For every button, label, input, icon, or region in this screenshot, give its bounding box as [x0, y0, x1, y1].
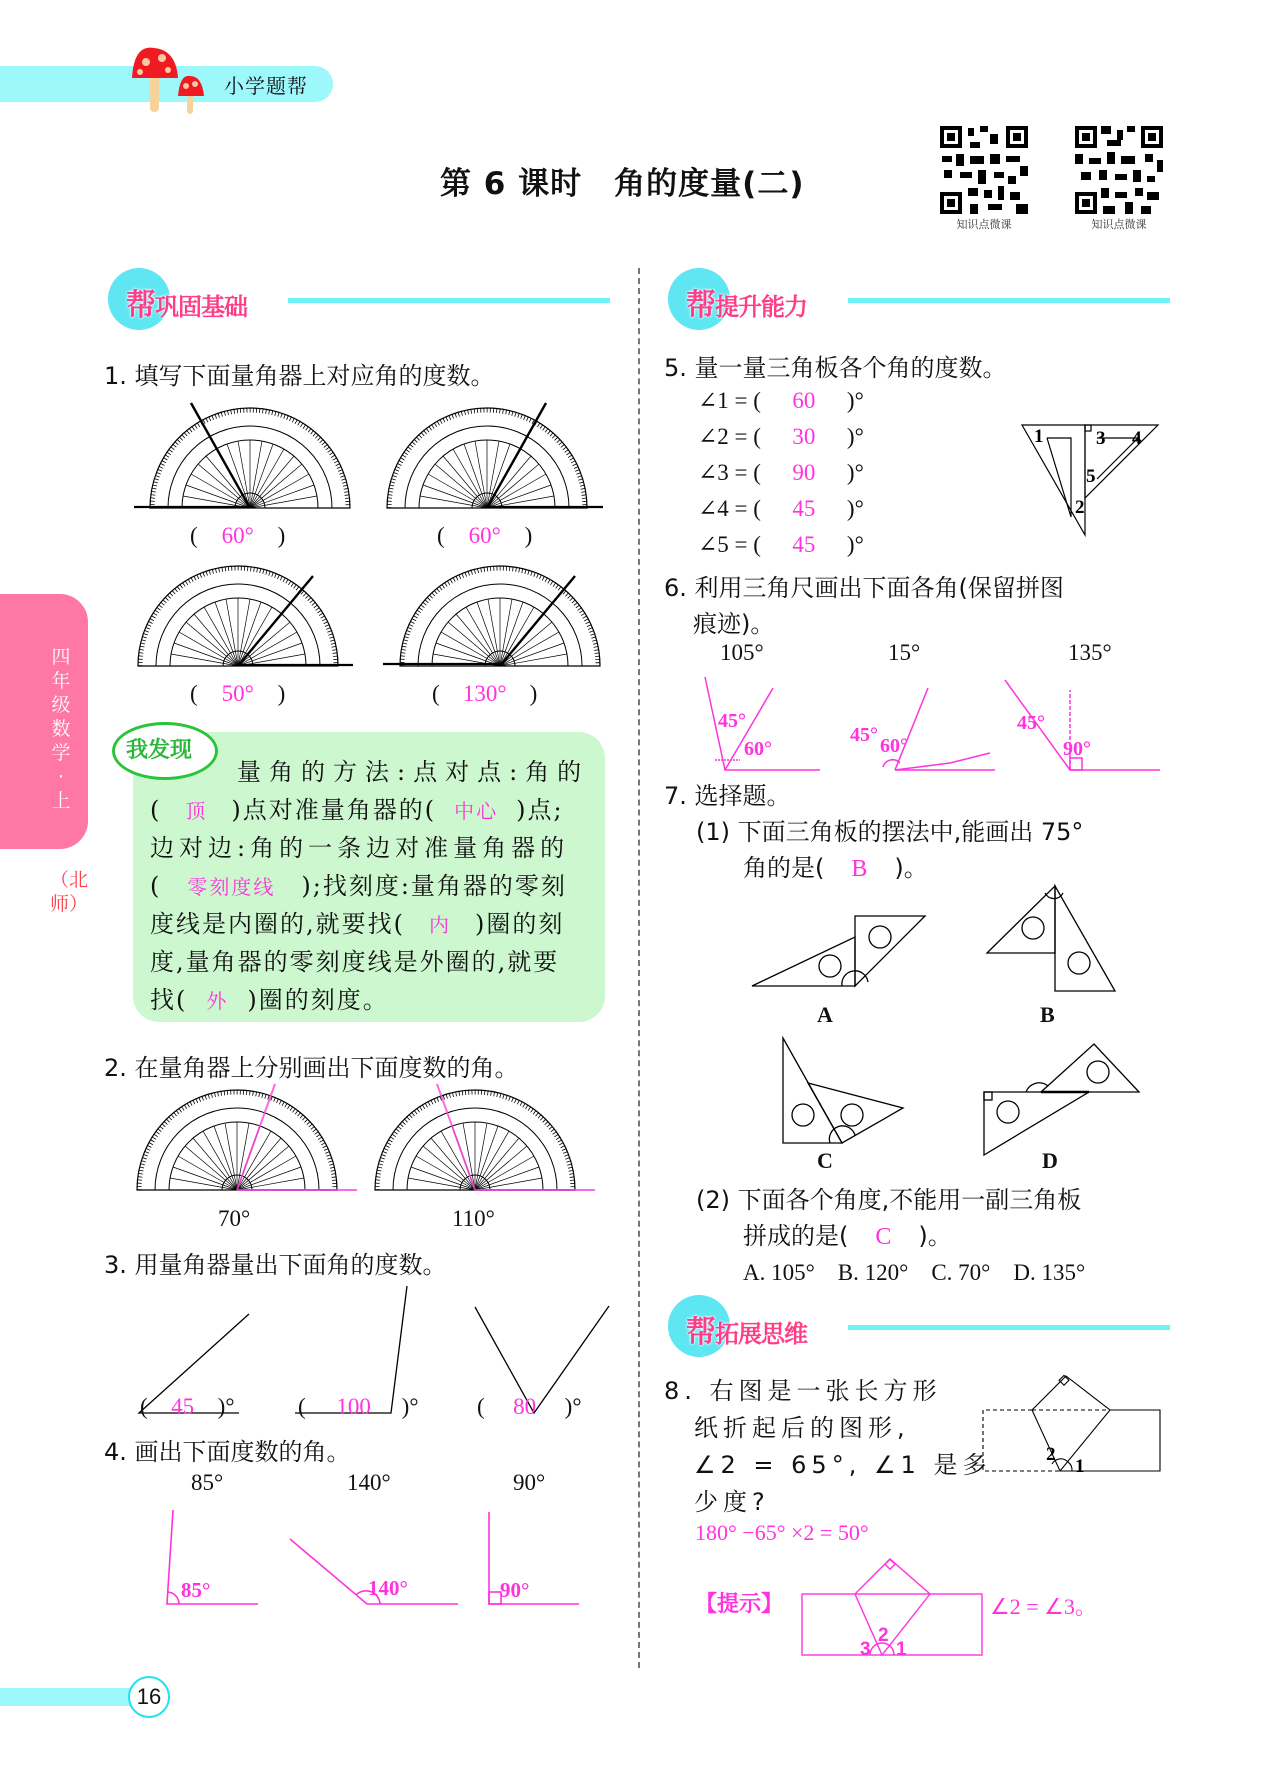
q1-answer-slot[interactable]: ( 50° )	[190, 681, 286, 706]
footer-bar	[0, 1688, 140, 1706]
discover-line: ( 零刻度线 );找刻度:量角器的零刻	[150, 872, 567, 900]
svg-text:3: 3	[860, 1639, 871, 1660]
q7-sub2: (2) 下面各个角度,不能用一副三角板	[696, 1186, 1082, 1214]
q6-label: 15°	[888, 640, 921, 665]
q1-answer-2: 60°	[468, 523, 501, 548]
drawn-angle-label: 45°	[1017, 712, 1045, 734]
q7-options: A. 105° B. 120° C. 70° D. 135°	[743, 1260, 1086, 1285]
q3-prompt: 3. 用量角器量出下面角的度数。	[104, 1251, 447, 1279]
drawn-angle-label: 90°	[1063, 738, 1091, 760]
drawn-angle-label: 60°	[880, 735, 908, 757]
discover-line: ( 顶 )点对准量角器的( 中心 )点;	[150, 796, 564, 824]
option-c-label: C	[817, 1148, 833, 1173]
section-rule	[288, 298, 610, 303]
drawn-angle-label: 85°	[181, 1578, 211, 1602]
q1-answer-slot[interactable]: ( 60° )	[190, 523, 286, 548]
svg-text:2: 2	[1075, 497, 1085, 518]
q6-label: 105°	[720, 640, 764, 665]
angle-figure	[130, 1280, 630, 1400]
protractor-figure	[140, 400, 360, 515]
section-badge: 帮	[126, 288, 155, 323]
q5-answers	[698, 383, 864, 563]
q5-answer: 90	[792, 460, 816, 485]
drawn-angle-label: 140°	[368, 1576, 408, 1600]
q4-label: 90°	[513, 1470, 546, 1495]
section-header-extend	[668, 1295, 1170, 1355]
q7-sub2-answer-line[interactable]: 拼成的是( C )。	[743, 1222, 952, 1250]
svg-text:1: 1	[1075, 1456, 1085, 1477]
section-label: 拓展思维	[715, 1320, 807, 1348]
drawn-angle-label: 60°	[744, 738, 772, 760]
q5-row[interactable]: ∠1 = ( 60 )°	[698, 383, 864, 419]
blank-inner[interactable]: 内	[429, 915, 451, 937]
qr-caption: 知识点微课	[956, 218, 1012, 231]
q2-label: 70°	[218, 1206, 251, 1231]
protractor-figure	[135, 558, 355, 673]
q5-answer: 45	[792, 496, 816, 521]
q6-prompt: 6. 利用三角尺画出下面各角(保留拼图	[664, 574, 1064, 602]
q3-answer-slot[interactable]: ( 100 )°	[298, 1394, 419, 1419]
q5-row[interactable]: ∠2 = ( 30 )°	[698, 419, 864, 455]
option-c-figure[interactable]	[780, 1035, 920, 1145]
q7-sub1-answer-line[interactable]: 角的是( B )。	[743, 854, 928, 882]
q1-answer-1: 60°	[221, 523, 254, 548]
discover-line: 找( 外 )圈的刻度。	[150, 986, 389, 1014]
section-label: 巩固基础	[155, 293, 247, 321]
protractor-figure	[385, 558, 605, 673]
q3-answer-slot[interactable]: ( 45 )°	[140, 1394, 235, 1419]
discover-label: 我发现	[126, 738, 193, 763]
q1-answer-slot[interactable]: ( 130° )	[432, 681, 538, 706]
svg-text:1: 1	[896, 1639, 907, 1660]
q8-hint-text: ∠2 = ∠3。	[990, 1594, 1097, 1619]
section-header-consolidate	[108, 268, 610, 328]
q5-prompt: 5. 量一量三角板各个角的度数。	[664, 354, 1007, 382]
q2-label: 110°	[452, 1206, 495, 1231]
section-badge: 帮	[686, 288, 715, 323]
q1-prompt: 1. 填写下面量角器上对应角的度数。	[104, 362, 495, 390]
q5-answer: 30	[792, 424, 816, 449]
drawn-angle-label: 90°	[500, 1578, 530, 1602]
blank-center[interactable]: 中心	[454, 801, 499, 823]
drawn-angle-label: 45°	[718, 710, 746, 732]
q5-row[interactable]: ∠3 = ( 90 )°	[698, 455, 864, 491]
side-tab-edition: （北师）	[50, 869, 89, 915]
section-label: 提升能力	[715, 293, 807, 321]
q5-answer: 60	[792, 388, 816, 413]
svg-text:2: 2	[1046, 1444, 1056, 1465]
svg-text:3: 3	[1096, 428, 1106, 449]
blank-vertex[interactable]: 顶	[185, 801, 208, 823]
q1-answer-slot[interactable]: ( 60° )	[437, 523, 533, 548]
blank-outer[interactable]: 外	[206, 991, 229, 1013]
svg-text:4: 4	[1132, 428, 1142, 449]
discover-line: 量角的方法:点对点:角的	[237, 758, 590, 786]
protractor-figure[interactable]	[132, 1082, 352, 1197]
q8-answer: 180° −65° ×2 = 50°	[695, 1520, 869, 1545]
q7-sub1: (1) 下面三角板的摆法中,能画出 75°	[696, 818, 1084, 846]
discover-line: 度,量角器的零刻度线是外圈的,就要	[150, 948, 560, 976]
drawn-angle-label: 45°	[850, 724, 878, 746]
q8-hint-label: 【提示】	[695, 1592, 784, 1617]
section-rule	[848, 1325, 1170, 1330]
side-tab-grade: 四年级数学·上	[51, 646, 71, 812]
option-d-label: D	[1042, 1148, 1058, 1173]
discover-line: 度线是内圈的,就要找( 内 )圈的刻	[150, 910, 565, 938]
svg-text:1: 1	[1034, 426, 1044, 447]
set-square-figure	[1010, 420, 1160, 540]
q4-label: 140°	[347, 1470, 391, 1495]
hint-figure	[800, 1553, 985, 1663]
discover-line: 边对边:角的一条边对准量角器的	[150, 834, 570, 862]
column-divider	[638, 268, 640, 1668]
option-d-figure[interactable]	[982, 1040, 1152, 1150]
qr-code-icon[interactable]	[1075, 126, 1163, 214]
folded-paper-figure	[980, 1370, 1160, 1480]
q3-answer-3: 80	[513, 1394, 537, 1419]
q1-answer-4: 130°	[462, 681, 507, 706]
page-number: 16	[128, 1676, 170, 1718]
q8-prompt: 8. 右图是一张长方形 纸折起后的图形, ∠2 = 65°, ∠1 是多 少度?	[664, 1377, 992, 1516]
brand-name: 小学题帮	[224, 74, 308, 98]
side-tab	[0, 594, 88, 849]
protractor-figure[interactable]	[370, 1082, 590, 1197]
q5-row[interactable]: ∠5 = ( 45 )°	[698, 527, 864, 563]
q7-sub2-answer: C	[875, 1224, 892, 1250]
qr-caption: 知识点微课	[1091, 218, 1147, 231]
q7-sub1-answer: B	[851, 856, 868, 882]
q3-answer-2: 100	[336, 1394, 371, 1419]
svg-text:2: 2	[878, 1625, 889, 1646]
blank-zero-line[interactable]: 零刻度线	[187, 877, 276, 899]
q6-label: 135°	[1068, 640, 1112, 665]
section-header-improve	[668, 268, 1170, 328]
svg-text:5: 5	[1086, 466, 1096, 487]
protractor-figure	[377, 400, 597, 515]
section-badge: 帮	[686, 1315, 715, 1350]
q4-label: 85°	[191, 1470, 224, 1495]
q3-answer-slot[interactable]: ( 80 )°	[477, 1394, 582, 1419]
q2-prompt: 2. 在量角器上分别画出下面度数的角。	[104, 1054, 519, 1082]
qr-code-icon[interactable]	[940, 126, 1028, 214]
option-b-label: B	[1040, 1002, 1055, 1027]
q6-prompt-cont: 痕迹)。	[693, 610, 775, 638]
q5-row[interactable]: ∠4 = ( 45 )°	[698, 491, 864, 527]
mushroom-logo-icon	[128, 44, 218, 116]
option-a-figure[interactable]	[750, 910, 940, 990]
q5-answer: 45	[792, 532, 816, 557]
q7-prompt: 7. 选择题。	[664, 782, 791, 810]
page-title: 第 6 课时 角的度量(二)	[440, 166, 805, 202]
option-a-label: A	[817, 1002, 833, 1027]
q3-answer-1: 45	[171, 1394, 195, 1419]
section-rule	[848, 298, 1170, 303]
q4-prompt: 4. 画出下面度数的角。	[104, 1438, 351, 1466]
option-b-figure[interactable]	[985, 883, 1125, 998]
q1-answer-3: 50°	[221, 681, 254, 706]
